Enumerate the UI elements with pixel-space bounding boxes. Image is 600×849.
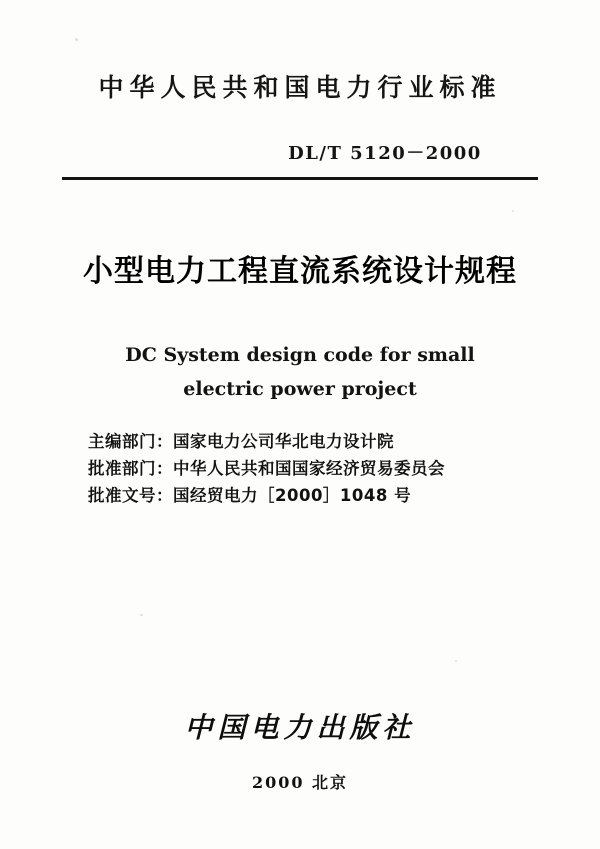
paper-speck [140, 614, 143, 616]
paper-speck [455, 660, 457, 662]
english-title-line-2: electric power project [183, 378, 417, 400]
publisher-name: 中国电力出版社 [184, 711, 416, 744]
horizontal-divider [62, 177, 538, 180]
paper-speck [75, 38, 78, 41]
metadata-label: 批准文号： [88, 486, 173, 505]
series-title: 中华人民共和国电力行业标准 [98, 73, 502, 102]
metadata-value: 中华人民共和国国家经济贸易委员会 [173, 459, 445, 478]
page-title: 小型电力工程直流系统设计规程 [83, 254, 517, 289]
metadata-value: 国经贸电力［2000］1048 号 [173, 486, 412, 505]
english-title-line-1: DC System design code for small [125, 344, 475, 366]
standard-code: DL/T 5120－2000 [288, 143, 482, 164]
metadata-label: 批准部门： [88, 459, 173, 478]
paper-speck [512, 210, 514, 212]
metadata-row [88, 482, 508, 509]
metadata-row [88, 455, 508, 482]
imprint: 2000 北京 [251, 773, 349, 792]
metadata-row [88, 428, 508, 455]
english-title [0, 338, 600, 406]
metadata-value: 国家电力公司华北电力设计院 [173, 432, 394, 451]
metadata-label: 主编部门： [88, 432, 173, 451]
metadata-block [88, 428, 508, 509]
